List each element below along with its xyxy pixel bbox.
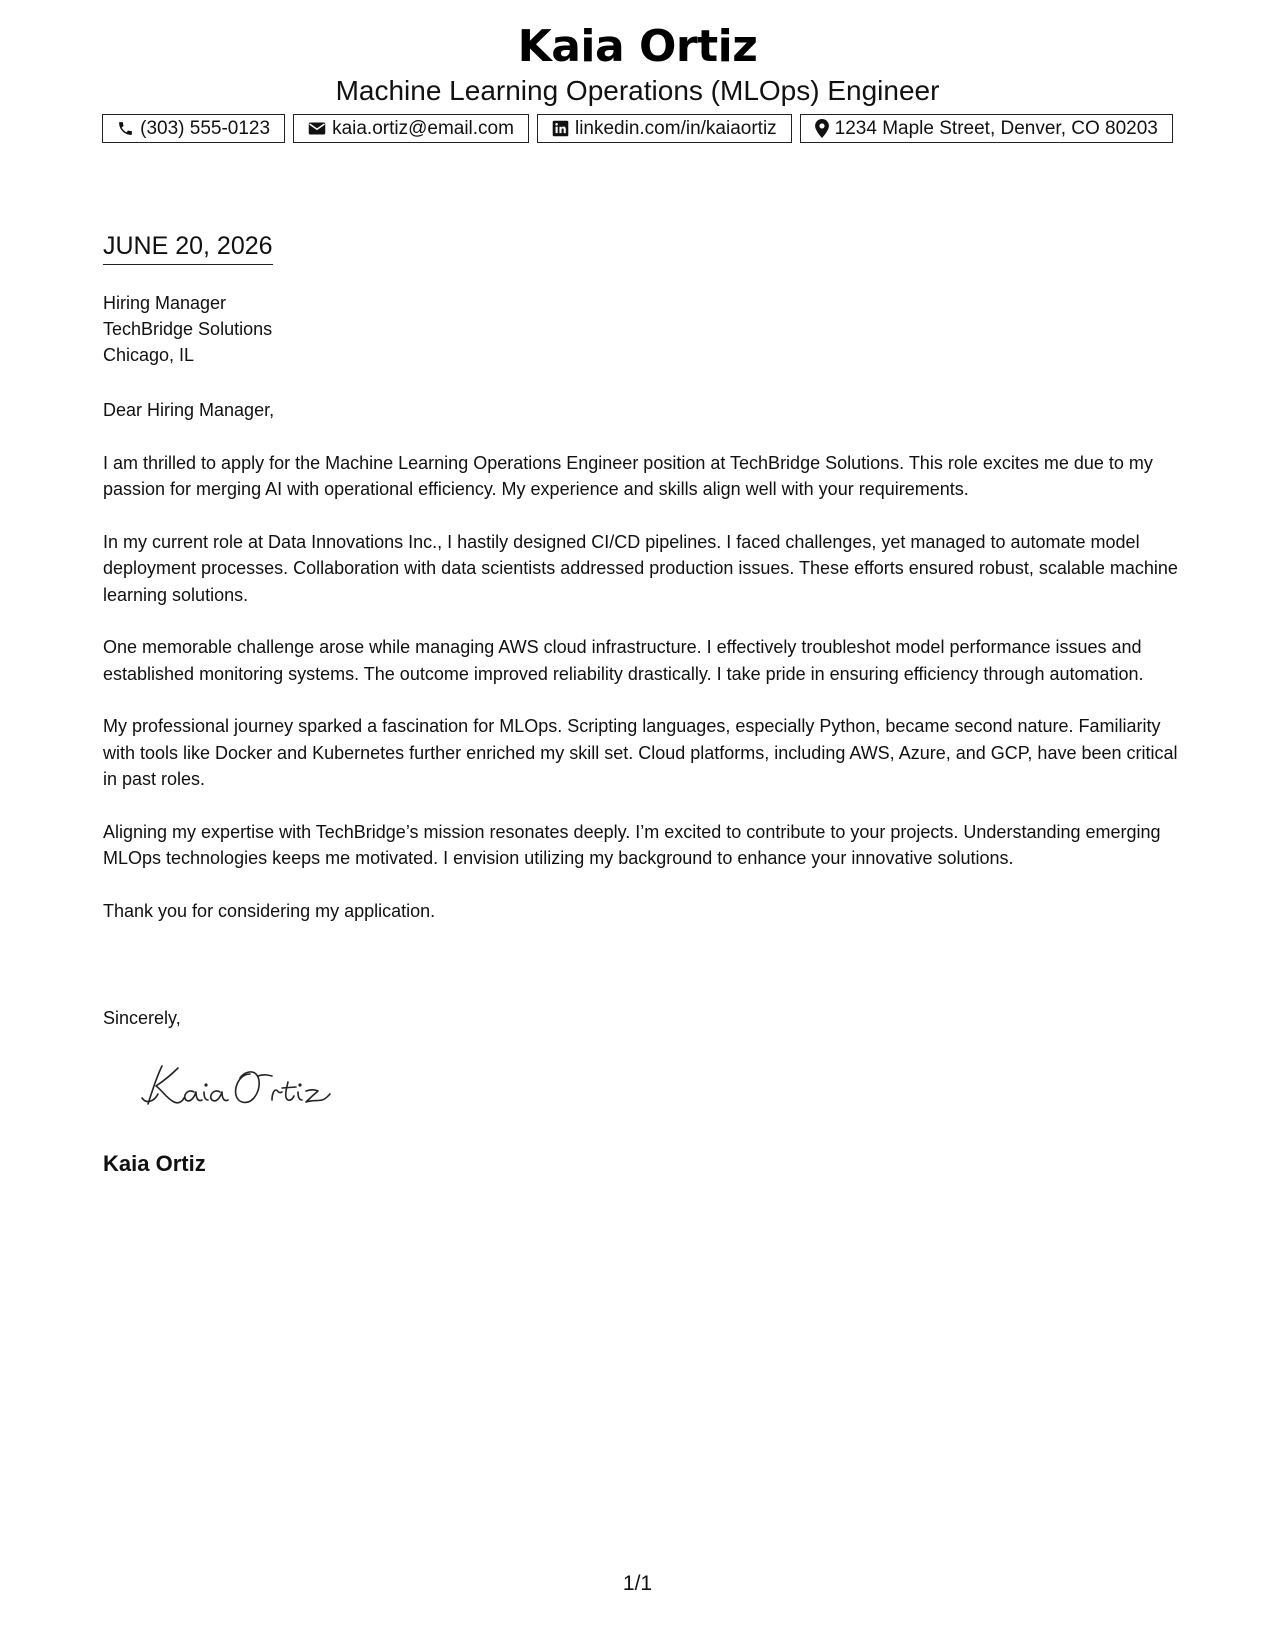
paragraph: In my current role at Data Innovations Inc., I hastily designed CI/CD pipelines. I faced challenges, yet managed to automate model deployment processes. Collaboration with data scientists addressed production issues. These efforts ensured robust, scalable machine learning solutions. bbox=[103, 531, 1178, 605]
contact-linkedin bbox=[537, 114, 792, 143]
recipient-company: TechBridge Solutions bbox=[103, 319, 273, 339]
phone-text: (303) 555-0123 bbox=[140, 117, 271, 139]
handwritten-signature bbox=[140, 1058, 340, 1110]
paragraph: I am thrilled to apply for the Machine Learning Operations Engineer position at TechBridge Solutions. This role excites me due to my passion for merging AI with operational efficiency. My experience and skills align well with your requirements. bbox=[103, 452, 1153, 499]
job-title: Machine Learning Operations (MLOps) Engineer bbox=[335, 75, 940, 106]
map-marker-icon bbox=[815, 119, 829, 138]
signer-name: Kaia Ortiz bbox=[103, 1151, 206, 1176]
page-number: 1/1 bbox=[622, 1572, 653, 1595]
letter-body bbox=[103, 397, 1178, 950]
closing-line: Sincerely, bbox=[103, 1008, 181, 1028]
email-text: kaia.ortiz@email.com bbox=[332, 117, 514, 139]
envelope-icon bbox=[308, 121, 326, 136]
contact-phone bbox=[102, 114, 285, 143]
recipient-location: Chicago, IL bbox=[103, 345, 195, 365]
paragraph: Thank you for considering my application. bbox=[103, 900, 436, 921]
address-text: 1234 Maple Street, Denver, CO 80203 bbox=[834, 117, 1158, 139]
paragraph: My professional journey sparked a fascination for MLOps. Scripting languages, especially Python, became second nature. Familiarity with tools like Docker and Kubernetes further enriched my skill set. Cloud platforms, including AWS, Azure, and GCP, have been critical in past roles. bbox=[103, 716, 1178, 789]
linkedin-icon bbox=[552, 120, 569, 137]
salutation: Dear Hiring Manager, bbox=[103, 400, 275, 420]
recipient-block bbox=[103, 290, 272, 368]
contact-bar bbox=[0, 114, 1275, 143]
letter-header bbox=[0, 20, 1275, 108]
letter-date: JUNE 20, 2026 bbox=[103, 230, 273, 265]
phone-icon bbox=[117, 120, 134, 137]
applicant-name: Kaia Ortiz bbox=[517, 21, 758, 72]
contact-address bbox=[800, 114, 1173, 143]
paragraph: Aligning my expertise with TechBridge’s mission resonates deeply. I’m excited to contribute to your projects. Understanding emerging MLOps technologies keeps me motivated. I envision utilizing my background to enhance your innovative solutions. bbox=[103, 821, 1161, 868]
paragraph: One memorable challenge arose while managing AWS cloud infrastructure. I effectively troubleshot model performance issues and established monitoring systems. The outcome improved reliability drastically. I take pride in ensuring efficiency through automation. bbox=[103, 637, 1144, 684]
linkedin-text: linkedin.com/in/kaiaortiz bbox=[574, 117, 777, 139]
contact-email bbox=[293, 114, 529, 143]
recipient-title: Hiring Manager bbox=[103, 293, 227, 313]
